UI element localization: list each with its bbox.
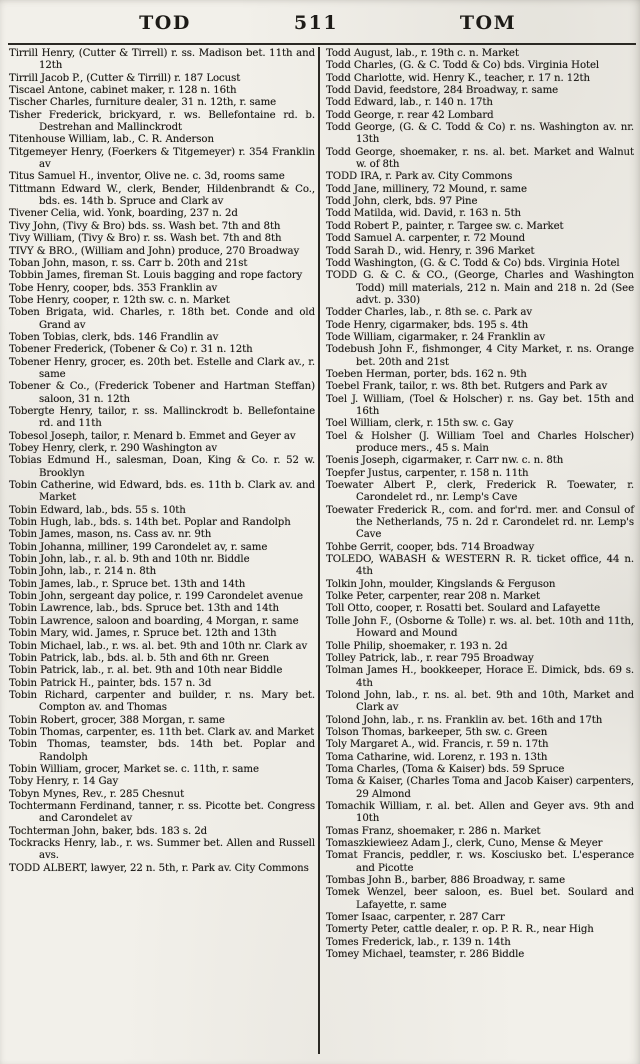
directory-entry: Tobyn Mynes, Rev., r. 285 Chesnut <box>9 788 185 800</box>
directory-entry: Tobin Hugh, lab., bds. s. 14th bet. Poplar and Randolph <box>9 517 291 529</box>
directory-entry: Tolson Thomas, barkeeper, 5th sw. c. Green <box>326 726 548 738</box>
directory-entry: Titenhouse William, lab., C. R. Anderson <box>9 134 214 146</box>
directory-entry: Tolman James H., bookkeeper, Horace E. Dimick, bds. 69 s. 4th <box>326 665 634 689</box>
directory-entry: Tobesol Joseph, tailor, r. Menard b. Emmet and Geyer av <box>9 430 296 442</box>
directory-entry: Tolley Patrick, lab., r. rear 795 Broadway <box>326 652 534 664</box>
header-left-word: TOD <box>139 12 191 34</box>
directory-entry: Toma & Kaiser, (Charles Toma and Jacob Kaiser) carpenters, 29 Almond <box>326 776 634 800</box>
directory-entry: Tolkin John, moulder, Kingslands & Ferguson <box>326 578 556 590</box>
directory-entry: Todd Charlotte, wid. Henry K., teacher, r. 17 n. 12th <box>326 72 590 84</box>
column-divider-rule <box>318 47 320 1054</box>
directory-entry: Tolond John, lab., r. ns. Franklin av. bet. 16th and 17th <box>326 714 603 726</box>
directory-entry: TIVY & BRO., (William and John) produce, 270 Broadway <box>9 245 300 257</box>
directory-entry: Tombas John B., barber, 886 Broadway, r. same <box>326 875 566 887</box>
directory-entry: Tolke Peter, carpenter, rear 208 n. Market <box>326 591 540 603</box>
directory-entry: Todebush John F., fishmonger, 4 City Market, r. ns. Orange bet. 20th and 21st <box>326 344 634 368</box>
directory-entry: Todd George, (G. & C. Todd & Co) r. ns. Washington av. nr. 13th <box>326 122 634 146</box>
directory-entry: Tirrill Jacob P., (Cutter & Tirrill) r. 187 Locust <box>9 72 241 84</box>
directory-entry: Tirrill Henry, (Cutter & Tirrell) r. ss. Madison bet. 11th and 12th <box>9 48 315 72</box>
directory-entry: Tisher Frederick, brickyard, r. ws. Bellefontaine rd. b. Destrehan and Mallinckrodt <box>9 109 315 134</box>
directory-entry: Todd Washington, (G. & C. Todd & Co) bds. Virginia Hotel <box>326 257 620 269</box>
right-column <box>326 48 634 961</box>
directory-entry: Todd Sarah D., wid. Henry, r. 396 Market <box>326 245 535 257</box>
directory-entry: Toma Catharine, wid. Lorenz, r. 193 n. 13th <box>326 751 548 763</box>
directory-entry: Toly Margaret A., wid. Francis, r. 59 n. 17th <box>326 739 549 751</box>
directory-entry: Tobin Thomas, carpenter, es. 11th bet. Clark av. and Market <box>9 726 315 738</box>
directory-entry: Tomes Frederick, lab., r. 139 n. 14th <box>326 936 511 948</box>
directory-entry: Toebel Frank, tailor, r. ws. 8th bet. Rutgers and Park av <box>326 381 608 393</box>
directory-entry: Todd Matilda, wid. David, r. 163 n. 5th <box>326 208 522 220</box>
directory-entry: Tolle Philip, shoemaker, r. 193 n. 2d <box>326 640 508 652</box>
directory-entry: Tode Henry, cigarmaker, bds. 195 s. 4th <box>326 319 529 331</box>
directory-entry: Tobin John, lab., r. al. b. 9th and 10th nr. Biddle <box>9 554 250 566</box>
directory-entry: Todd David, feedstore, 284 Broadway, r. same <box>326 85 559 97</box>
directory-entry: Todder Charles, lab., r. 8th se. c. Park av <box>326 307 532 319</box>
directory-entry: Tobergte Henry, tailor, r. ss. Mallinckrodt b. Bellefontaine rd. and 11th <box>9 405 315 430</box>
directory-entry: Tomey Michael, teamster, r. 286 Biddle <box>326 949 525 961</box>
directory-entry: Tobe Henry, cooper, bds. 353 Franklin av <box>9 282 218 294</box>
directory-entry: Toby Henry, r. 14 Gay <box>9 776 119 788</box>
directory-entry: Tohbe Gerrit, cooper, bds. 714 Broadway <box>326 541 535 553</box>
directory-entry: TODD G. & C. & CO., (George, Charles and Washington Todd) mill materials, 212 n. Main and 218 n. 2d (See advt. p. 330) <box>326 270 634 306</box>
directory-entry: Tobbin James, fireman St. Louis bagging and rope factory <box>9 270 303 282</box>
directory-entry: Toma Charles, (Toma & Kaiser) bds. 59 Spruce <box>326 763 565 775</box>
directory-entry: Toel & Holsher (J. William Toel and Charles Holscher) produce mers., 45 s. Main <box>326 430 634 454</box>
directory-entry: Tobin Patrick, lab., r. al. bet. 9th and 10th near Biddle <box>9 665 283 677</box>
directory-entry: Tischer Charles, furniture dealer, 31 n. 12th, r. same <box>9 97 277 109</box>
directory-entry: Todd Jane, millinery, 72 Mound, r. same <box>326 183 527 195</box>
directory-entry: Tobener Henry, grocer, es. 20th bet. Estelle and Clark av., r. same <box>9 356 315 380</box>
directory-entry: Tomaszkiewieez Adam J., clerk, Cuno, Mense & Meyer <box>326 838 603 849</box>
left-column <box>9 48 315 875</box>
directory-entry: Todd Charles, (G. & C. Todd & Co) bds. Virginia Hotel <box>326 60 600 72</box>
directory-entry: Tomek Wenzel, beer saloon, es. Buel bet. Soulard and Lafayette, r. same <box>326 887 634 911</box>
directory-entry: Toewater Albert P., clerk, Frederick R. Toewater, r. Carondelet rd., nr. Lemp's Cave <box>326 480 634 504</box>
directory-entry: Tobin William, grocer, Market se. c. 11th, r. same <box>9 763 259 775</box>
directory-entry: Toel J. William, (Toel & Holscher) r. ns. Gay bet. 15th and 16th <box>326 393 634 417</box>
directory-entry: Tobey Henry, clerk, r. 290 Washington av <box>9 443 217 454</box>
directory-entry: Tobin James, mason, ns. Cass av. nr. 9th <box>9 529 212 541</box>
directory-entry: Tobin Johanna, milliner, 199 Carondelet av, r. same <box>9 541 268 553</box>
directory-entry: Tivy William, (Tivy & Bro) r. ss. Wash bet. 7th and 8th <box>9 233 282 245</box>
directory-entry: Todd George, shoemaker, r. ns. al. bet. Market and Walnut w. of 8th <box>326 146 634 171</box>
directory-entry: Todd Edward, lab., r. 140 n. 17th <box>326 97 493 109</box>
directory-entry: Toel William, clerk, r. 15th sw. c. Gay <box>326 418 514 430</box>
directory-entry: TODD IRA, r. Park av. City Commons <box>326 171 513 183</box>
directory-entry: Toewater Frederick R., com. and for'rd. mer. and Consul of the Netherlands, 75 n. 2d r. Carondelet rd. nr. Lemp's Cave <box>326 504 634 541</box>
directory-entry: Tobin Robert, grocer, 388 Morgan, r. same <box>9 714 225 726</box>
directory-entry: Toeben Herman, porter, bds. 162 n. 9th <box>326 368 527 380</box>
directory-entry: Tomachik William, r. al. bet. Allen and Geyer avs. 9th and 10th <box>326 800 634 825</box>
directory-entry: Tobin James, lab., r. Spruce bet. 13th and 14th <box>9 578 246 590</box>
directory-entry: Tomerty Peter, cattle dealer, r. op. P. R. R., near High <box>326 924 594 936</box>
directory-entry: Tivener Celia, wid. Yonk, boarding, 237 n. 2d <box>9 208 238 220</box>
directory-entry: Tobin Patrick H., painter, bds. 157 n. 3d <box>9 677 212 689</box>
directory-entry: Toben Brigata, wid. Charles, r. 18th bet. Conde and old Grand av <box>9 307 315 331</box>
directory-entry: Tomat Francis, peddler, r. ws. Kosciusko bet. L'esperance and Picotte <box>326 850 634 874</box>
directory-entry: Tochterman John, baker, bds. 183 s. 2d <box>9 825 208 837</box>
directory-entry: Toenis Joseph, cigarmaker, r. Carr nw. c. n. 8th <box>326 455 564 467</box>
directory-entry: Tobin Edward, lab., bds. 55 s. 10th <box>9 504 186 516</box>
directory-entry: Tobe Henry, cooper, r. 12th sw. c. n. Market <box>9 294 230 306</box>
directory-entry: Toll Otto, cooper, r. Rosatti bet. Soulard and Lafayette <box>326 603 601 615</box>
directory-entry: Tobin Michael, lab., r. ws. al. bet. 9th and 10th nr. Clark av <box>9 640 308 652</box>
directory-entry: Tiscael Antone, cabinet maker, r. 128 n. 16th <box>9 85 237 97</box>
directory-entry: Tobin John, sergeant day police, r. 199 Carondelet avenue <box>9 591 303 603</box>
directory-entry: Toepfer Justus, carpenter, r. 158 n. 11th <box>326 467 529 479</box>
directory-entry: Tolond John, lab., r. ns. al. bet. 9th and 10th, Market and Clark av <box>326 689 634 714</box>
directory-entry: Tobias Edmund H., salesman, Doan, King & Co. r. 52 w. Brooklyn <box>9 455 315 479</box>
directory-entry: Todd Samuel A. carpenter, r. 72 Mound <box>326 233 526 245</box>
directory-entry: Tomer Isaac, carpenter, r. 287 Carr <box>326 912 505 924</box>
header-rule <box>8 43 636 45</box>
directory-entry: TOLEDO, WABASH & WESTERN R. R. ticket office, 44 n. 4th <box>326 554 634 578</box>
directory-entry: Todd George, r. rear 42 Lombard <box>326 109 494 121</box>
directory-entry: Todd John, clerk, bds. 97 Pine <box>326 196 478 208</box>
directory-entry: Titgemeyer Henry, (Foerkers & Titgemeyer) r. 354 Franklin av <box>9 146 315 171</box>
page-number: 511 <box>293 12 339 34</box>
directory-entry: Tobin Thomas, teamster, bds. 14th bet. Poplar and Randolph <box>9 739 315 763</box>
directory-entry: Titus Samuel H., inventor, Olive ne. c. 3d, rooms same <box>9 171 285 183</box>
directory-entry: Toban John, mason, r. ss. Carr b. 20th and 21st <box>9 257 248 269</box>
directory-entry: Todd Robert P., painter, r. Targee sw. c. Market <box>326 220 564 232</box>
directory-entry: Tomas Franz, shoemaker, r. 286 n. Market <box>326 825 541 837</box>
directory-entry: Toben Tobias, clerk, bds. 146 Frandlin av <box>9 331 219 343</box>
directory-entry: Tivy John, (Tivy & Bro) bds. ss. Wash bet. 7th and 8th <box>9 220 281 232</box>
directory-entry: Tockracks Henry, lab., r. ws. Summer bet. Allen and Russell avs. <box>9 838 315 862</box>
directory-entry: Tode William, cigarmaker, r. 24 Franklin av <box>326 331 546 343</box>
directory-entry: Tobin Lawrence, saloon and boarding, 4 Morgan, r. same <box>9 615 299 627</box>
directory-entry: Tobin Richard, carpenter and builder, r. ns. Mary bet. Compton av. and Thomas <box>9 689 315 714</box>
directory-entry: Tobener & Co., (Frederick Tobener and Hartman Steffan) saloon, 31 n. 12th <box>9 381 315 405</box>
directory-entry: TODD ALBERT, lawyer, 22 n. 5th, r. Park av. City Commons <box>9 862 309 874</box>
directory-entry: Tittmann Edward W., clerk, Bender, Hildenbrandt & Co., bds. es. 14th b. Spruce and Clark av <box>9 183 315 208</box>
directory-entry: Tobin Lawrence, lab., bds. Spruce bet. 13th and 14th <box>9 603 279 615</box>
directory-entry: Tobin John, lab., r. 214 n. 8th <box>9 566 157 578</box>
directory-entry: Tobener Frederick, (Tobener & Co) r. 31 n. 12th <box>9 344 253 356</box>
directory-entry: Tolle John F., (Osborne & Tolle) r. ws. al. bet. 10th and 11th, Howard and Mound <box>326 615 634 640</box>
directory-entry: Tobin Catherine, wid Edward, bds. es. 11th b. Clark av. and Market <box>9 480 315 504</box>
directory-entry: Tochtermann Ferdinand, tanner, r. ss. Picotte bet. Congress and Carondelet av <box>9 800 315 825</box>
header-right-word: TOM <box>459 12 517 34</box>
directory-entry: Tobin Patrick, lab., bds. al. b. 5th and 6th nr. Green <box>9 652 270 664</box>
page-header <box>0 12 640 40</box>
directory-entry: Todd August, lab., r. 19th c. n. Market <box>326 48 519 59</box>
directory-entry: Tobin Mary, wid. James, r. Spruce bet. 12th and 13th <box>9 628 277 640</box>
